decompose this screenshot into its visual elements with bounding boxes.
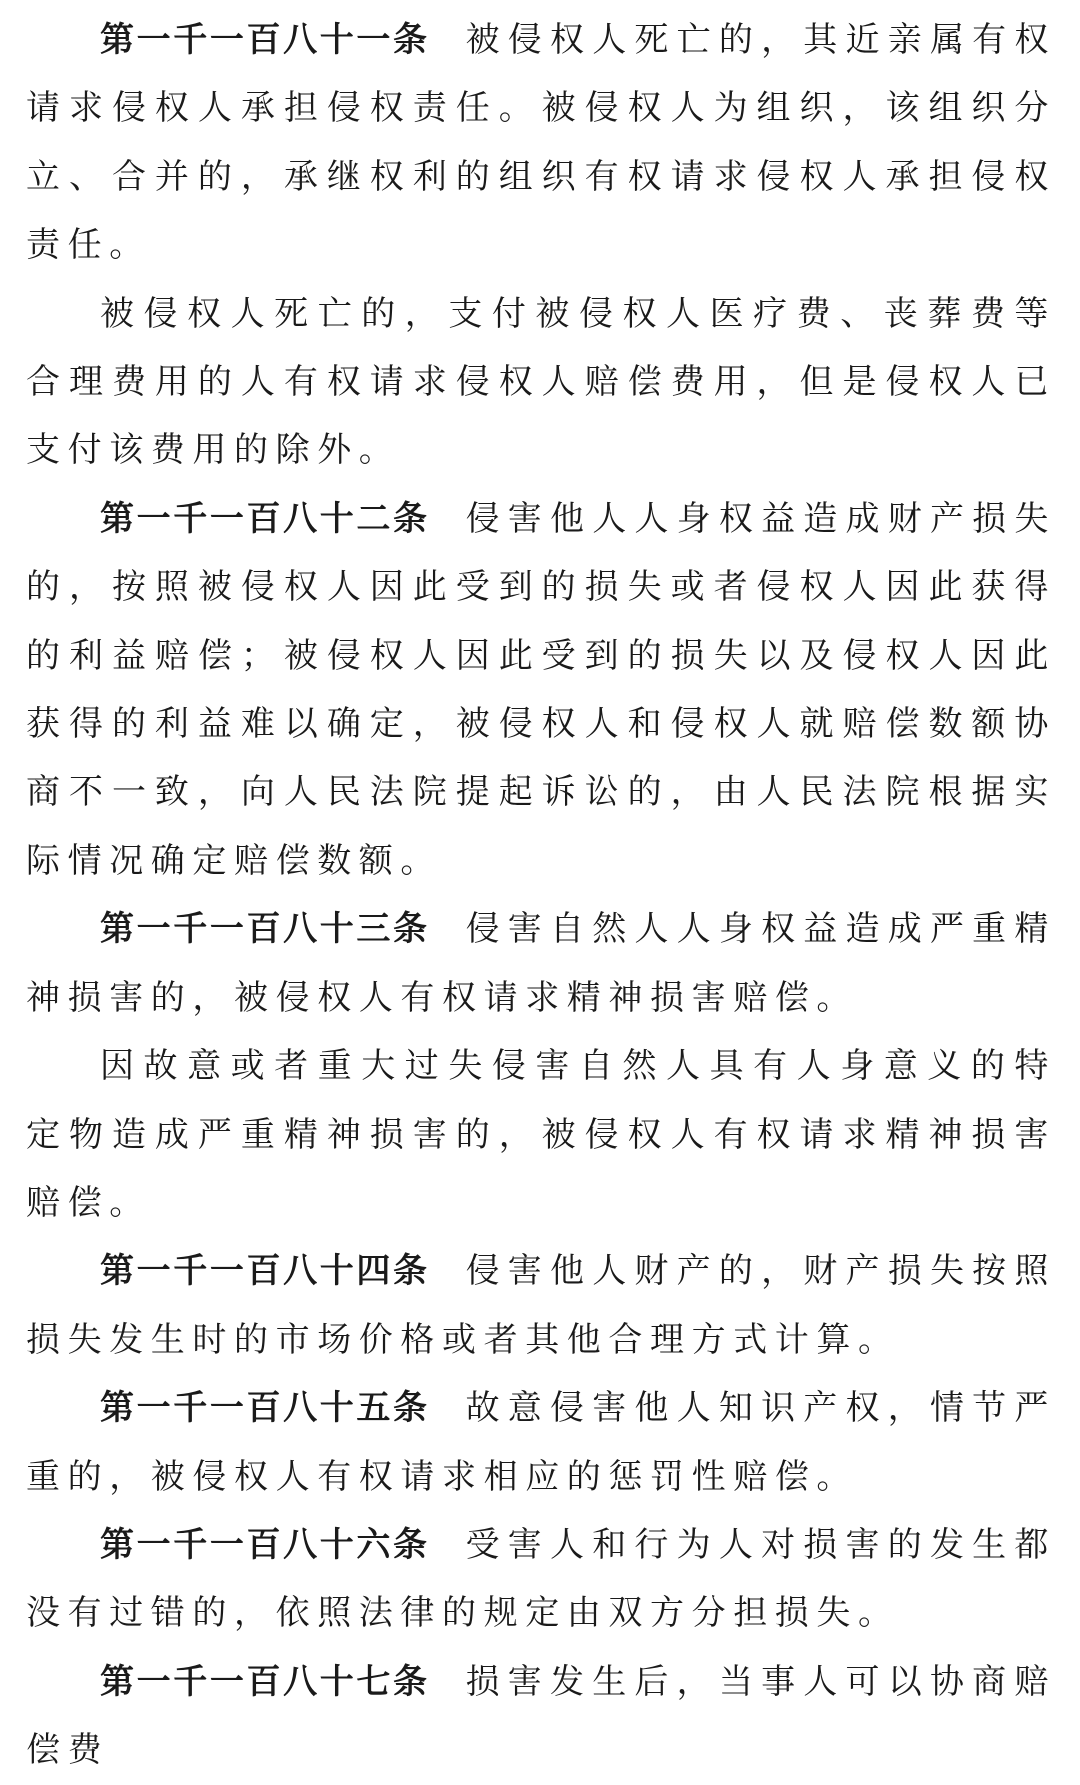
article-text: 故意侵害他人知识产权，情节严重的，被侵权人有权请求相应的惩罚性赔偿。 <box>26 1388 1056 1497</box>
article-1182 <box>26 485 1056 895</box>
article-text: 损害发生后，当事人可以协商赔偿费 <box>26 1661 1056 1771</box>
article-heading: 第一千一百八十一条 <box>100 20 430 60</box>
article-text: 受害人和行为人对损害的发生都没有过错的，依照法律的规定由双方分担损失。 <box>26 1524 1056 1634</box>
article-heading: 第一千一百八十五条 <box>100 1388 430 1429</box>
article-heading: 第一千一百八十三条 <box>100 909 430 950</box>
article-heading: 第一千一百八十七条 <box>100 1661 430 1702</box>
article-text: 侵害他人人身权益造成财产损失的，按照被侵权人因此受到的损失或者侵权人因此获得的利益赔偿；被侵权人因此受到的损失以及侵权人因此获得的利益难以确定，被侵权人和侵权人就赔偿数额协商不一致，向人民法院提起诉讼的，由人民法院根据实际情况确定赔偿数额。 <box>26 498 1056 881</box>
article-text: 侵害他人财产的，财产损失按照损失发生时的市场价格或者其他合理方式计算。 <box>26 1251 1056 1360</box>
article-heading: 第一千一百八十二条 <box>100 498 430 539</box>
article-1181-paragraph-2: 被侵权人死亡的，支付被侵权人医疗费、丧葬费等合理费用的人有权请求侵权人赔偿费用，但是侵权人已支付该费用的除外。 <box>26 293 1056 471</box>
article-1181 <box>26 6 1056 280</box>
article-1183-paragraph-2: 因故意或者重大过失侵害自然人具有人身意义的特定物造成严重精神损害的，被侵权人有权请求精神损害赔偿。 <box>26 1046 1056 1223</box>
article-text: 被侵权人死亡的，其近亲属有权请求侵权人承担侵权责任。被侵权人为组织，该组织分立、合并的，承继权利的组织有权请求侵权人承担侵权责任。 <box>26 20 1056 266</box>
article-text: 侵害自然人人身权益造成严重精神损害的，被侵权人有权请求精神损害赔偿。 <box>26 909 1056 1018</box>
article-1187 <box>26 1648 1056 1785</box>
article-1184 <box>26 1237 1056 1374</box>
article-1183 <box>26 895 1056 1032</box>
article-heading: 第一千一百八十四条 <box>100 1251 430 1292</box>
article-1186 <box>26 1511 1056 1648</box>
article-heading: 第一千一百八十六条 <box>100 1524 430 1565</box>
document-page <box>26 6 1056 1785</box>
article-1185 <box>26 1374 1056 1511</box>
